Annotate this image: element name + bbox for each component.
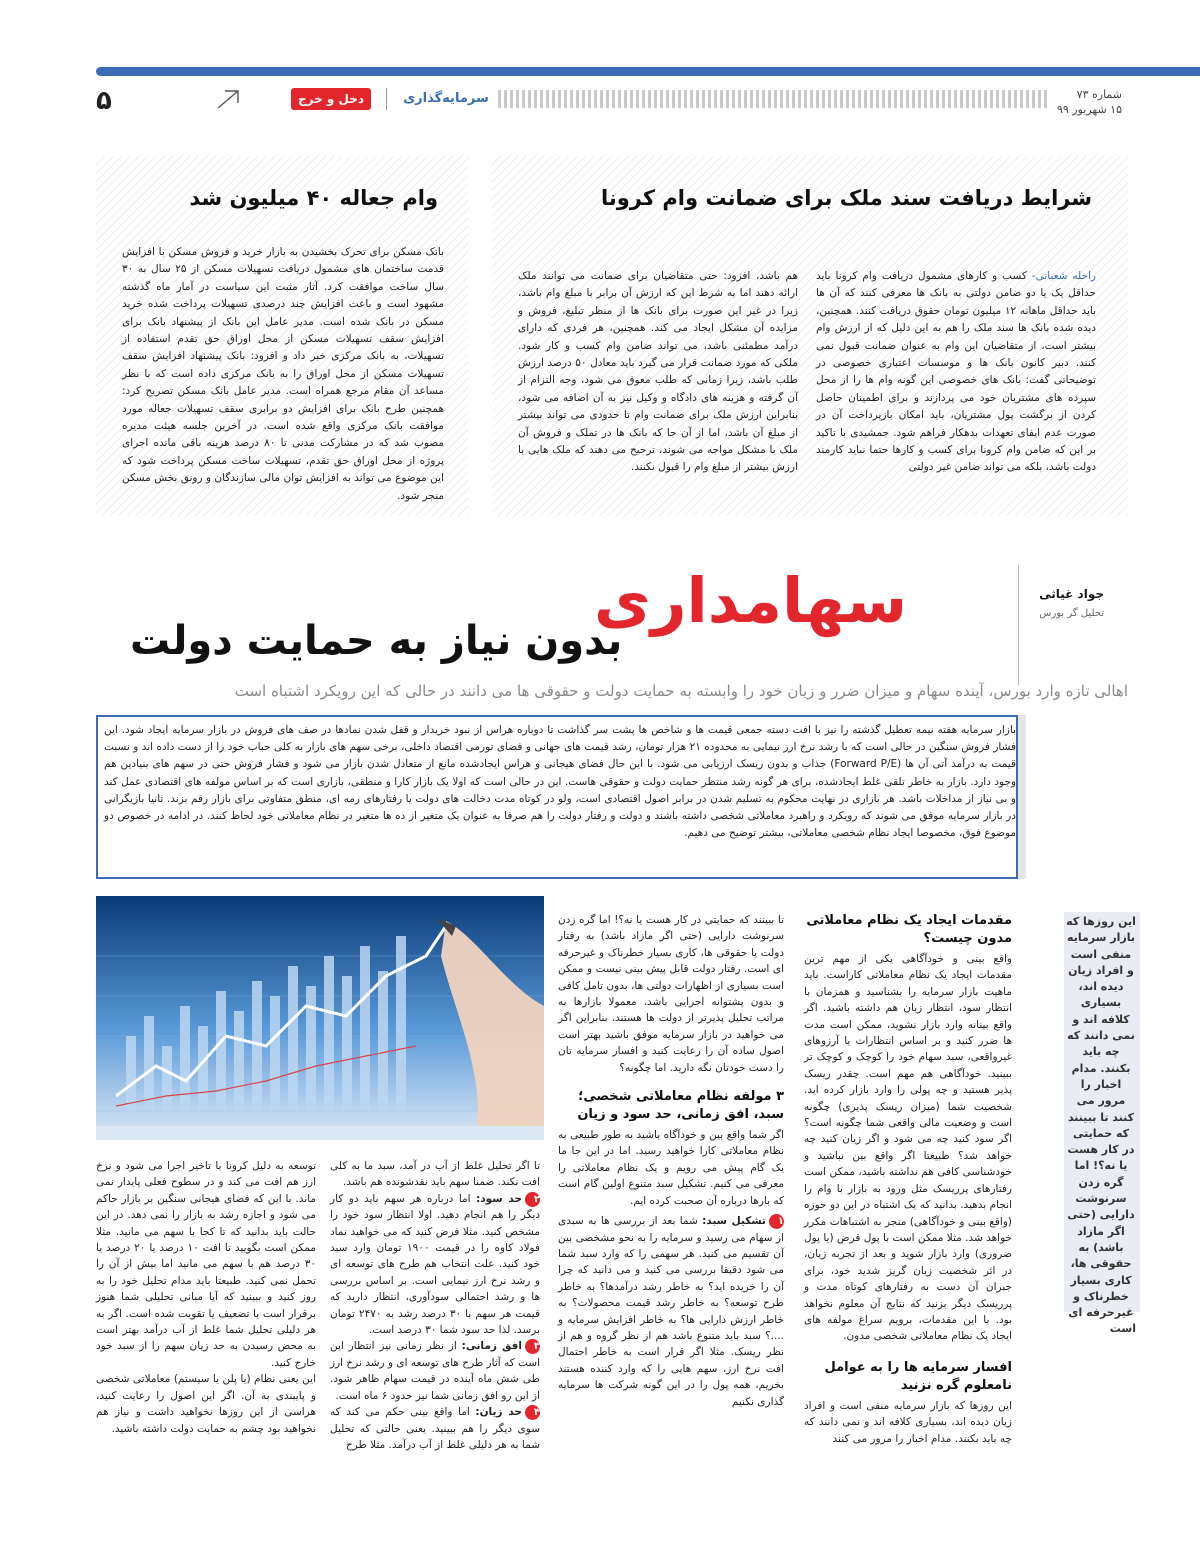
article-column-4 <box>96 1158 316 1437</box>
paragraph: این روزها که بازار سرمایه منفی است و افراد زیان دیده اند، بسیاری کلافه اند و نمی دانند که چه باید بکنند. مدام اخبار را مرور می کنند <box>804 1399 1012 1445</box>
page-number: ۵ <box>96 86 112 116</box>
news-column-left: هم باشد، افزود: حتی متقاضیان برای ضمانت می توانند ملک ارائه دهند اما به شرط این که ارزش آن برابر با مبلغ وام باشد، زیرا در غیر این صورت برای بانک ها از منظر تبلیغ، فروش و مزایده آن مشکل ایجاد می کند. همچنین، هر فردی که دارای درآمد مطمئنی باشد، می تواند ضامن وام کسب و کار شود. ملکی که مورد ضمانت قرار می گیرد باید معادل ۵۰ درصد ارزش طلب باشد، زیرا زمانی که طلب معوق می شود، وجه التزام از آن گرفته و هزینه های دادگاه و وکیل نیز به آن اضافه می شود، بنابراین ارزش ملک برای ضمانت وام تا حدودی می تواند بیشتر از مبلغ آن باشد، اما از آن جا که بانک ها در تملک و فروش آن ملک با مشکل مواجه می شوند، ترجیح می دهند که ملک هایی با ارزش بیشتر از مبلغ وام را قبول نکنند. <box>518 270 799 474</box>
stock-chart-illustration <box>96 896 544 1140</box>
article-column-3 <box>330 1158 540 1453</box>
feature-subtitle: بدون نیاز به حمایت دولت <box>130 618 623 664</box>
issue-date: ۱۵ شهریور ۹۹ <box>1056 103 1122 116</box>
news-title: وام جعاله ۴۰ میلیون شد <box>189 186 438 210</box>
header-dotted-rule <box>498 90 1048 108</box>
paragraph: ۲حد سود: اما درباره هر سهم باید دو کار دیگر را هم انجام دهید. اولا انتظار سود خود را مشخص کنید. مثلا فرض کنید که می خواهید نماد فولاد کاوه را در قیمت ۱۹۰۰ تومان وارد سبد خود کنید. علت انتخاب هم طرح های توسعه ای و رشد نرخ ارز نیمایی است. بر اساس بررسی ها و رشد احتمالی سودآوری، انتظار دارید که قیمت هر سهم با ۳۰ درصد رشد به ۲۴۷۰ تومان برسد. لذا حد سود شما ۳۰ درصد است. <box>330 1192 540 1337</box>
step-label: حد زیان: <box>475 1406 522 1419</box>
subheading: افسار سرمایه ها را به عوامل نامعلوم گره نزنید <box>824 1359 1012 1393</box>
news-byline: راحله شعبانی- <box>1031 270 1096 282</box>
step-label: حد سود: <box>476 1192 522 1205</box>
magazine-logo: دخل و خرج <box>291 88 371 110</box>
news-body: بانک مسکن برای تحرک بخشیدن به بازار خرید و فروش مسکن با افزایش قدمت ساختمان های مشمول دریافت تسهیلات مسکن از ۲۵ سال به ۳۰ سال ساخت موافقت کرد. آثار مثبت این سیاست در آمار ماه گذشته مشهود است و باعث افزایش چند درصدی تسهیلات پرداخت شده خرید مسکن در بانک شده است. مدیر عامل این بانک از پیشنهاد بانک برای افزایش سقف تسهیلات مسکن از محل اوراق حق تقدم استفاده از تسهیلات، به بانک مرکزی خبر داد و افزود: بانک پیشنهاد افزایش سقف تسهیلات مسکن از محل اوراق را به بانک مرکزی داده است که با نظر مساعد آن مقام مرجع همراه است. مدیر عامل بانک مسکن تصریح کرد: همچنین طرح بانک برای افزایش دو برابری سقف تسهیلات جعاله مورد موافقت بانک مرکزی واقع شده است. در آخرین جلسه هیئت مدیره مصوب شد که در مشارکت مدنی تا ۸۰ درصد هزینه باقی مانده اجرای پروژه از محل اوراق حق تقدم، تسهیلات ساخت مسکن پرداخت شود که این موضوع می تواند به افزایش توان مالی سازندگان و رونق بخش مسکن منجر شود. <box>122 246 445 502</box>
paragraph: اگر شما واقع بین و خودآگاه باشید به طور طبیعی به نظام معاملاتی کارا خواهید رسید. اما در این جا ما یک گام پیش می رویم و یک نظام معاملاتی را معرفی می کنیم. تشکیل سبد متنوع اولین گام است که بارها درباره آن صحبت کرده ایم. <box>558 1129 784 1207</box>
subheading: مقدمات ایجاد یک نظام معاملاتی مدون چیست؟ <box>806 913 1012 946</box>
article-column-1 <box>804 912 1012 1447</box>
step-label: تشکیل سبد: <box>702 1215 766 1228</box>
news-box-loan-guarantee <box>492 156 1128 516</box>
author-divider <box>1018 565 1019 685</box>
intro-text: بازار سرمایه هفته نیمه تعطیل گذشته را نیز با افت دسته جمعی قیمت ها و شاخص ها پشت سر گذاشت تا دوباره هراس از نبود خریدار و قفل شدن نمادها در صف های فروش در بازار سرمایه ایجاد شود. این فشار فروش سنگین در حالی است که با رشد نرخ ارز نیمایی به محدوده ۲۱ هزار تومان، رشد قیمت های جهانی و فضای تورمی اقتصاد داخلی، برخی سهم های بازار به کلی حباب خود را از دست داده اند و نسبت قیمت به درآمد آتی آن ها (Forward P/E) جذاب و بدون ریسک ارزیابی می شود. با این حال فضای هیجانی و هراس ایجادشده مانع از متعادل شدن بازار می شود و فشار فروش حتی در سهم های بنیادین هم وجود دارد. بازار به خاطر تلقی غلط ایجادشده، برای هر گونه رشد منتظر حمایت دولت و حقوقی هاست. این در حالی است که اولا یک بازار کارا و منطقی، بازاری است که بر اساس مولفه های اقتصادی عمل کند و بی نیاز از مداخلات باشد. هر بازاری در نهایت محکوم به تسلیم شدن در برابر اصول اقتصادی است، ولو در کوتاه مدت دخالت های دولت یا رفتارهای رمه ای، منطق متفاوتی برای بازار رقم بزند. ثانیا بازیگرانی در بازار سرمایه موفق می شوند که رویکرد و راهبرد معاملاتی شخصی داشته باشند و دولت و رفتار دولت را هم صرفا به عنوان یک متغیر از ده ها متغیر در نظام معاملاتی خود لحاظ کنند. در ادامه در خصوص دو موضوع فوق، مخصوصا ایجاد نظام شخصی معاملاتی، بیشتر توضیح می دهیم. <box>104 724 1017 840</box>
article-column-2 <box>558 912 784 1410</box>
news-column-right: راحله شعبانی- کسب و کارهای مشمول دریافت وام کرونا باید حداقل یک یا دو ضامن دولتی به بانک ها معرفی کنند که آن ها باید حداقل ماهانه ۱۲ میلیون تومان حقوق دریافت کنند. همچنین، دیده شده بانک ها سند ملک را هم به این دلیل که از ارزش وام بیشتر است، از متقاضیان این وام به عنوان ضمانت قبول نمی کنند. دبیر کانون بانک ها و موسسات اعتباری خصوصی در توضیحاتی گفت: بانک های خصوصی این گونه وام ها را از محل سپرده های مشتریان خود می پردازند و برای اطمینان حاصل کردن از برگشت پول مشتریان، باید امکان بازپرداخت آن در صورت عدم ایفای تعهدات بدهکار فراهم شود. جمشیدی با تاکید بر این که ضامن وام کرونا برای کسب و کارها حتما نباید کارمند دولت باشد، بلکه می تواند ضامن غیر دولتی <box>816 270 1096 474</box>
step-number-badge: ۳ <box>525 1339 540 1354</box>
news-title: شرایط دریافت سند ملک برای ضمانت وام کرونا <box>600 186 1092 210</box>
header-divider <box>386 88 387 110</box>
paragraph: واقع بینی و خودآگاهی یکی از مهم ترین مقدمات ایجاد یک نظام معاملاتی کاراست. باید ماهیت بازار سرمایه را بشناسید و همزمان با انتظار سود، انتظار زیان هم داشته باشید. اگر واقع بینانه وارد بازار نشوید، ممکن است مدت ها ضرر کنید و بر اساس انتظارات یا آرزوهای غیرواقعی، سبد سهام خود را کوچک و کوچک تر ببینید. خودآگاهی هم مهم است. چقدر ریسک پذیر هستید و چه پولی را وارد بازار کرده اید. شخصیت شما (میزان ریسک پذیری) چگونه است و وضعیت مالی واقعی شما چگونه است؟ اگر سود کنید چه می شود و اگر زیان کنید چه خواهد شد؟ طبیعتا اگر واقع بین نباشید و خودشناسی کافی هم نداشته باشید، ممکن است رفتارهای پرریسک مثل ورود به بازار با وام را انجام بدهید. بدانید که یک اشتباه در این دو حوزه (واقع بینی و خودآگاهی) منجر به اشتباهات مکرر خواهد شد. مثلا ممکن است با پول قرض (یا پول ضروری) وارد بازار شوید و بعد از تجربه زیان، در اثر شخصیت زیان گریز شدید خود، برای جبران آن دست به رفتارهای کوتاه مدت و پرریسک دیگر بزنید که نتایج آن معلوم نخواهد بود. با این مقدمات، برویم سراغ مولفه های ایجاد یک نظام معاملاتی شخصی مدون. <box>804 953 1012 1343</box>
paragraph: ۴حد زیان: اما واقع بینی حکم می کند که سوی دیگر را هم ببینید. یعنی حالتی که تحلیل شما به هر دلیلی غلط از آب درآمد. مثلا طرح <box>330 1406 540 1451</box>
feature-title: سهامداری <box>594 564 908 637</box>
pull-quote: این روزها که بازار سرمایه منفی است و افراد زیان دیده اند، بسیاری کلافه اند و نمی دانند که چه باید بکنند. مدام اخبار را مرور می کنند تا ببینند که حمایتی در کار هست یا نه؟! اما گره زدن سرنوشت دارایی (حتی اگر مازاد باشد) به حقوقی ها، کاری بسیار خطرناک و غیرحرفه ای است <box>1066 915 1136 1336</box>
arrow-icon[interactable] <box>214 88 242 110</box>
paragraph: این یعنی نظام (یا پلن یا سیستم) معاملاتی شخصی و پایبندی به آن. اگر این اصول را رعایت کنید، هراسی از این روزها نخواهید داشت و نیاز هم نخواهید بود چشم به حمایت دولت داشته باشید. <box>96 1373 316 1435</box>
paragraph: ۱تشکیل سبد: شما بعد از بررسی ها به سبدی از سهام می رسید و سرمایه را به نحو مشخصی بین آن تقسیم می کنید. هر سهمی را که وارد سبد شما می شود دقیقا بررسی می کنید و می دانید که چرا آن را خریده اید؟ به خاطر رشد درآمدها؟ به خاطر طرح توسعه؟ به خاطر رشد قیمت محصولات؟ به خاطر ارزش دارایی ها؟ به خاطر افزایش سرمایه و ....؟ سبد باید متنوع باشد هم از نظر گروه و هم از نظر ریسک. مثلا اگر قرار است به خاطر احتمال افت نرخ ارز، سهم هایی را که وارد کننده هستند بخریم، همه پول را در این گونه شرکت ها سرمایه گذاری نکنیم <box>558 1215 784 1408</box>
intro-shadow <box>1018 715 1026 879</box>
feature-lead: اهالی تازه وارد بورس، آینده سهام و میزان ضرر و زیان خود را وابسته به حمایت دولت و حقوقی ها می دانند در حالی که این رویکرد اشتباه است <box>234 682 1128 700</box>
step-number-badge: ۴ <box>525 1405 540 1420</box>
subheading: ۳ مولفه نظام معاملاتی شخصی؛ سبد، افق زمانی، حد سود و زیان <box>577 1089 784 1123</box>
paragraph: ۳افق زمانی: از نظر زمانی نیز انتظار این است که آثار طرح های توسعه ای و رشد نرخ ارز طی شش ماه آینده در قیمت سهام ظاهر شود. از این رو افق زمانی شما نیز حدود ۶ ماه است. <box>330 1340 540 1402</box>
header-accent-bar <box>96 67 1200 76</box>
author-role: تحلیل گر بورس <box>1039 608 1104 619</box>
step-number-badge: ۲ <box>525 1192 540 1207</box>
article-photo-chart <box>96 896 544 1140</box>
issue-info <box>1057 87 1122 117</box>
news-box-jealeh-loan <box>96 156 468 516</box>
paragraph: تا اگر تحلیل غلط از آب در آمد، سبد ما به کلی افت نکند. ضمنا سهم باید نقدشونده هم باشد. <box>330 1160 540 1189</box>
step-label: افق زمانی: <box>461 1340 522 1353</box>
issue-number: شماره ۷۳ <box>1076 88 1122 101</box>
paragraph: توسعه به دلیل کرونا با تاخیر اجرا می شود و نرخ ارز هم افت می کند و در سطوح فعلی پایدار نمی ماند. با این که فضای هیجانی سنگین بر بازار حاکم می شود و اجازه رشد به بازار را نمی دهد. در این حالت باید بدانید که تا کجا با سهم می مانید. مثلا ممکن است بگویید تا افت ۱۰ درصد یا ۲۰ درصد یا ۳۰ درصد هم با سهم می مانید اما بیش از آن را تحمل نمی کنید. طبیعتا باید مدام تحلیل خود را به روز کنید و ببینید که آیا مبانی تحلیلی شما هنوز برقرار است یا تضعیف یا تقویت شده است. اگر به هر دلیلی تحلیل شما غلط از آب درآمد بهتر است به محض رسیدن به حد زیان سهم را از سبد خود خارج کنید. <box>96 1160 316 1369</box>
paragraph: تا ببینند که حمایتی در کار هست یا نه؟! اما گره زدن سرنوشت دارایی (حتی اگر مازاد باشد) به رفتار دولت یا حقوقی ها، کاری بسیار خطرناک و غیرحرفه ای است. رفتار دولت قابل پیش بینی نیست و ممکن است بسیاری از اظهارات دولتی ها، بدون تامل کافی و بدون پشتوانه اجرایی باشد. معمولا بازارها به مراتب تحلیل پذیرتر از دولت ها هستند. بنابراین اگر می خواهید در بازار سرمایه موفق باشید بهتر است اصول ساده آن را رعایت کنید و افسار سرمایه تان را دست خودتان نگه دارید. اما چگونه؟ <box>558 914 784 1074</box>
author-name: جواد غیاثی <box>1039 587 1104 601</box>
section-name: سرمایه‌گذاری <box>403 91 489 106</box>
step-number-badge: ۱ <box>769 1214 784 1229</box>
